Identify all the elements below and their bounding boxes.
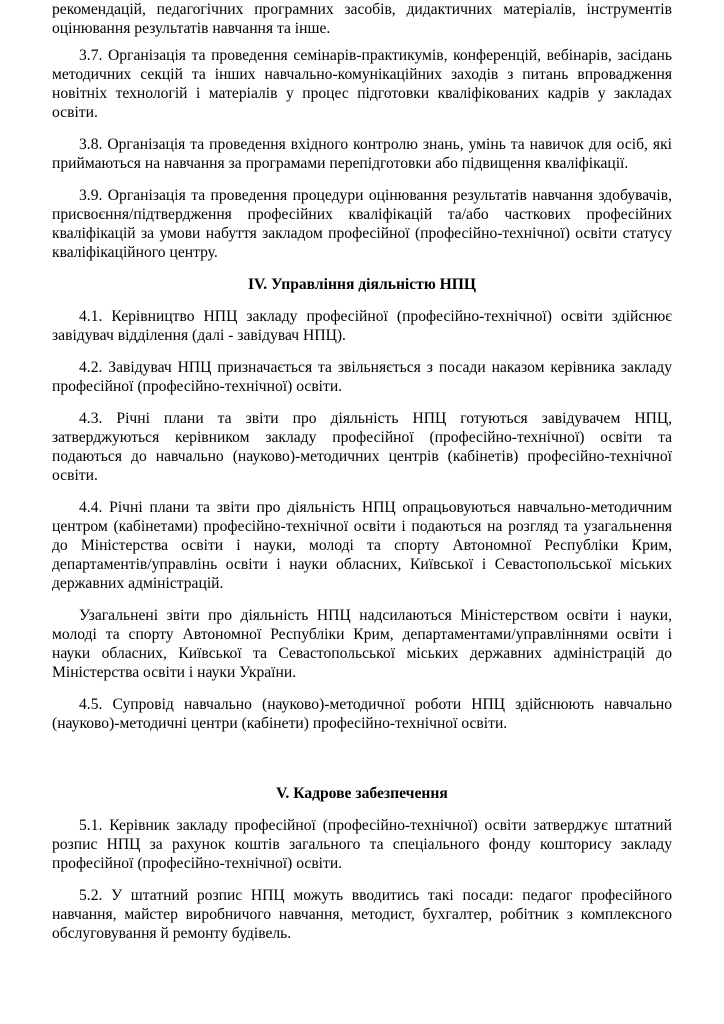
paragraph-5-1: 5.1. Керівник закладу професійної (професійно-технічної) освіти затверджує штатний розпис НПЦ за рахунок коштів загального та спеціального фонду кошторису закладу професійної (професійно-технічної) освіти.	[52, 817, 672, 872]
paragraph-4-5: 4.5. Супровід навчально (науково)-методичної роботи НПЦ здійснюють навчально (науково)-методичні центри (кабінети) професійно-технічної освіти.	[52, 696, 672, 732]
paragraph-3-7: 3.7. Організація та проведення семінарів-практикумів, конференцій, вебінарів, засідань методичних секцій та інших навчально-комунікаційних заходів з питань впровадження новітніх технологій і матеріалів у процес підготовки кваліфікованих кадрів у закладах освіти.	[52, 47, 672, 121]
paragraph-4-1: 4.1. Керівництво НПЦ закладу професійної (професійно-технічної) освіти здійснює завідувач відділення (далі - завідувач НПЦ).	[52, 308, 672, 344]
paragraph-4-4: 4.4. Річні плани та звіти про діяльність НПЦ опрацьовуються навчально-методичним центром (кабінетами) професійно-технічної освіти і подаються на розгляд та узагальнення до Міністерства освіти і науки, молоді та спорту Автономної Республіки Крим, департаментів/управлінь освіти і науки обласних, Київської і Севастопольської міських державних адміністрацій.	[52, 499, 672, 592]
paragraph-4-2: 4.2. Завідувач НПЦ призначається та звільняється з посади наказом керівника закладу професійної (професійно-технічної) освіти.	[52, 359, 672, 395]
paragraph-3-9: 3.9. Організація та проведення процедури оцінювання результатів навчання здобувачів, присвоєння/підтвердження професійних кваліфікацій та/або часткових професійних кваліфікацій за умови набуття закладом професійної (професійно-технічної) освіти статусу кваліфікаційного центру.	[52, 187, 672, 261]
paragraph-5-2: 5.2. У штатний розпис НПЦ можуть вводитись такі посади: педагог професійного навчання, майстер виробничого навчання, методист, бухгалтер, робітник з комплексного обслуговування й ремонту будівель.	[52, 887, 672, 942]
paragraph-4-4-summary: Узагальнені звіти про діяльність НПЦ надсилаються Міністерством освіти і науки, молоді та спорту Автономної Республіки Крим, департаментами/управліннями освіти і науки обласних, Київської та Севастопольської міських державних адміністрацій до Міністерства освіти і науки України.	[52, 607, 672, 681]
section-heading-v: V. Кадрове забезпечення	[276, 785, 448, 802]
paragraph-4-3: 4.3. Річні плани та звіти про діяльність НПЦ готуються завідувачем НПЦ, затверджуються керівником закладу професійної (професійно-технічної) освіти та подаються до навчально (науково)-методичних центрів (кабінетів) професійно-технічної освіти.	[52, 410, 672, 484]
paragraph-continuation: рекомендацій, педагогічних програмних засобів, дидактичних матеріалів, інструментів оцінювання результатів навчання та інше.	[52, 1, 672, 37]
paragraph-3-8: 3.8. Організація та проведення вхідного контролю знань, умінь та навичок для осіб, які приймаються на навчання за програмами перепідготовки або підвищення кваліфікації.	[52, 136, 672, 172]
section-heading-iv: IV. Управління діяльністю НПЦ	[247, 276, 477, 293]
